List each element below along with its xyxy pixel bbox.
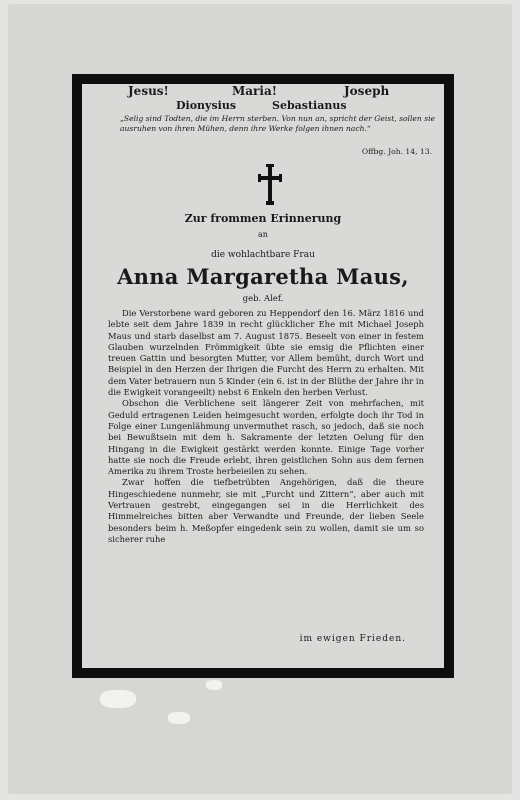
- maiden-name: geb. Alef.: [242, 294, 284, 304]
- biography: [108, 308, 424, 545]
- epigraph-text: „Selig sind Todten, die im Herrn sterben. Von nun an, spricht der Geist, sollen sie ausruhen von ihren Mühen, denn ihre Werke folgen ihnen nach.“: [120, 114, 436, 133]
- holy-names-row: [82, 84, 444, 100]
- biography-paragraph: Zwar hoffen die tiefbetrübten Angehörigen, daß die theure Hingeschiedene nunmehr, sie mit „Furcht und Zittern“, aber auch mit Vertrauen gestrebt, eingegangen sei in die Herrlichkeit des Himmelreiches bitten aber Verwandte und Freunde, der lieben Seele besonders beim h. Meßopfer eingedenk sein zu wollen, damit sie um so sicherer ruhe: [108, 477, 424, 544]
- biography-paragraph: Obschon die Verblichene seit längerer Zeit von mehrfachen, mit Geduld ertragenen Leiden heimgesucht worden, erfolgte doch ihr Tod in Folge einer Lungenlähmung unvermuthet rasch, so jedoch, daß sie noch bei Bewußtsein mit dem h. Sakramente der letzten Oelung für den Hingang in die Ewigkeit gestärkt werden konnte. Einige Tage vorher hatte sie noch die Freude erlebt, ihren geistlichen Sohn aus dem fernen Amerika zu ihrem Troste herbeieilen zu sehen.: [108, 398, 424, 477]
- name-maria: Maria!: [232, 84, 277, 98]
- name-sebastianus: Sebastianus: [272, 99, 347, 112]
- paper-tear: [206, 680, 222, 690]
- epigraph: [120, 114, 436, 156]
- latin-cross-icon: [257, 164, 283, 206]
- biography-paragraph: Die Verstorbene ward geboren zu Heppendorf den 16. März 1816 und lebte seit dem Jahre 1839 in recht glücklicher Ehe mit Michael Joseph Maus und starb daselbst am 7. August 1875. Beseelt von einer in festem Glauben wurzelnden Frömmigkeit übte sie emsig die Pflichten einer treuen Gattin und besorgten Mutter, vor Allem bemüht, durch Wort und Beispiel in den Herzen der Ihrigen die Furcht des Herrn zu erhalten. Mit dem Vater betrauern nun 5 Kinder (ein 6. ist in der Blüthe der Jahre ihr in die Ewigkeit vorangeeilt) nebst 6 Enkeln den herben Verlust.: [108, 308, 424, 398]
- memorial-card: [82, 84, 444, 668]
- dedication-an: an: [258, 230, 268, 239]
- epigraph-reference: Offbg. Joh. 14, 13.: [361, 147, 432, 156]
- paper-tear: [100, 690, 136, 708]
- name-joseph: Joseph: [344, 84, 390, 98]
- honorific: die wohlachtbare Frau: [211, 250, 315, 260]
- closing-line: im ewigen Frieden.: [299, 634, 406, 644]
- deceased-name: Anna Margaretha Maus,: [117, 264, 409, 289]
- heading: Zur frommen Erinnerung: [184, 212, 342, 225]
- name-dionysius: Dionysius: [176, 99, 237, 112]
- paper-tear: [168, 712, 190, 724]
- name-jesus: Jesus!: [128, 84, 169, 98]
